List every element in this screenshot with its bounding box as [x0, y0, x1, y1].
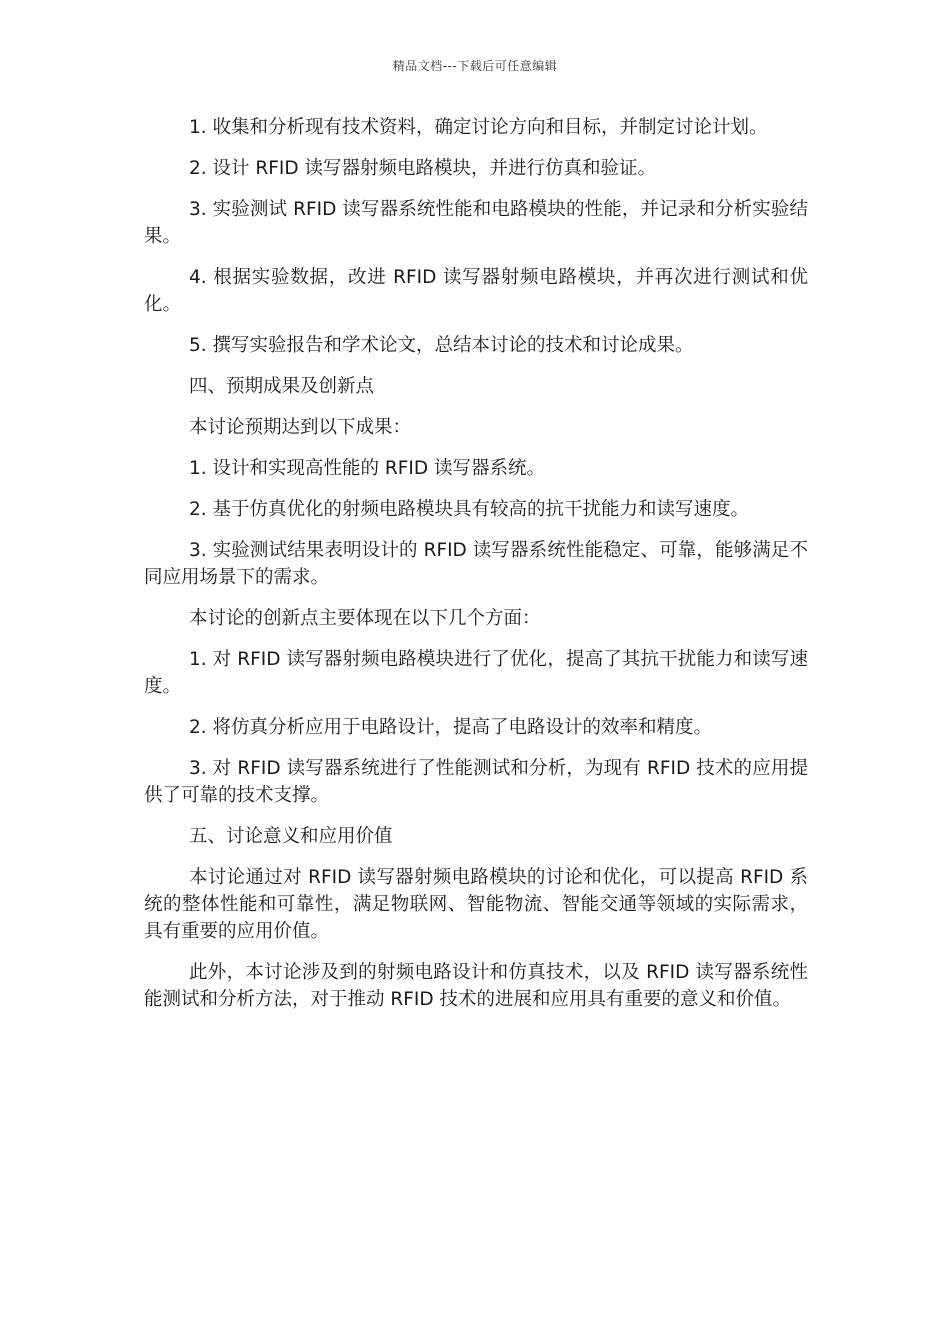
list-item: 5. 撰写实验报告和学术论文，总结本讨论的技术和讨论成果。	[189, 335, 694, 356]
list-item: 1. 收集和分析现有技术资料，确定讨论方向和目标，并制定讨论计划。	[189, 117, 768, 138]
list-item: 1. 对 RFID 读写器射频电路模块进行了优化，提高了其抗干扰能力和读写速度。	[144, 649, 808, 697]
list-item: 3. 实验测试结果表明设计的 RFID 读写器系统性能稳定、可靠，能够满足不同应用场景下的需求。	[144, 540, 808, 588]
section-heading: 四、预期成果及创新点	[189, 376, 375, 397]
page-header: 精品文档---下载后可任意编辑	[392, 59, 558, 73]
body-paragraph: 此外，本讨论涉及到的射频电路设计和仿真技术，以及 RFID 读写器系统性能测试和分析方法，对于推动 RFID 技术的进展和应用具有重要的意义和价值。	[144, 962, 808, 1010]
list-item: 1. 设计和实现高性能的 RFID 读写器系统。	[189, 458, 545, 479]
intro-paragraph: 本讨论的创新点主要体现在以下几个方面：	[189, 608, 541, 629]
list-item: 2. 基于仿真优化的射频电路模块具有较高的抗干扰能力和读写速度。	[189, 499, 750, 520]
list-item: 3. 对 RFID 读写器系统进行了性能测试和分析，为现有 RFID 技术的应用提供了可靠的技术支撑。	[144, 758, 808, 806]
body-paragraph: 本讨论通过对 RFID 读写器射频电路模块的讨论和优化，可以提高 RFID 系统的整体性能和可靠性，满足物联网、智能物流、智能交通等领域的实际需求，具有重要的应用价值。	[144, 867, 808, 942]
list-item: 3. 实验测试 RFID 读写器系统性能和电路模块的性能，并记录和分析实验结果。	[144, 199, 808, 247]
intro-paragraph: 本讨论预期达到以下成果：	[189, 417, 412, 438]
list-item: 2. 将仿真分析应用于电路设计，提高了电路设计的效率和精度。	[189, 717, 713, 738]
section-heading: 五、讨论意义和应用价值	[189, 826, 393, 847]
list-item: 4. 根据实验数据，改进 RFID 读写器射频电路模块，并再次进行测试和优化。	[144, 267, 808, 315]
list-item: 2. 设计 RFID 读写器射频电路模块，并进行仿真和验证。	[189, 158, 656, 179]
document-body	[144, 114, 808, 1027]
